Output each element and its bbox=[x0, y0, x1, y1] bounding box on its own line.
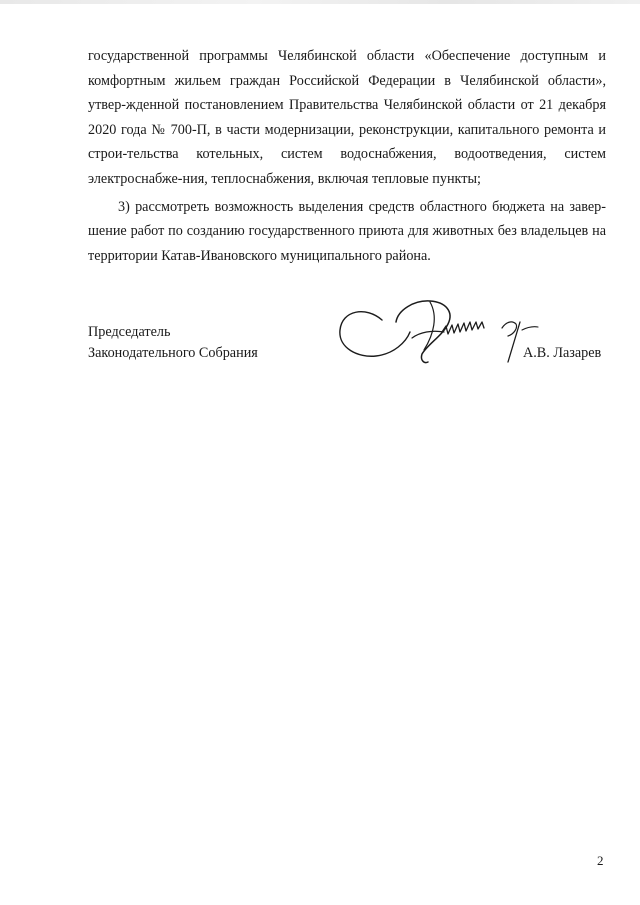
signatory-name: А.В. Лазарев bbox=[523, 345, 602, 361]
page-number: 2 bbox=[597, 853, 604, 868]
signatory-title-line2: Законодательного Собрания bbox=[88, 345, 258, 361]
body-text bbox=[88, 44, 606, 268]
paragraph-item-3: 3) рассмотреть возможность выделения средств областного бюджета на завер-шение работ по созданию государственного приюта для животных без владельцев на территории Катав-Ивановского муниципального района. bbox=[88, 198, 606, 264]
signatory-title bbox=[88, 322, 258, 364]
paragraph-program-continuation: государственной программы Челябинской области «Обеспечение доступным и комфортным жильем граждан Российской Федерации в Челябинской области», утвер-жденной постановлением Правительства Челябинской области от 21 декабря 2020 года № 700-П, в части модернизации, реконструкции, капитального ремонта и строи-тельства котельных, систем водоснабжения, водоотведения, систем электроснабже-ния, теплоснабжения, включая тепловые пункты; bbox=[88, 48, 606, 187]
handwritten-signature bbox=[336, 292, 546, 372]
signatory-title-line1: Председатель bbox=[88, 324, 171, 340]
scan-top-edge bbox=[0, 0, 640, 4]
